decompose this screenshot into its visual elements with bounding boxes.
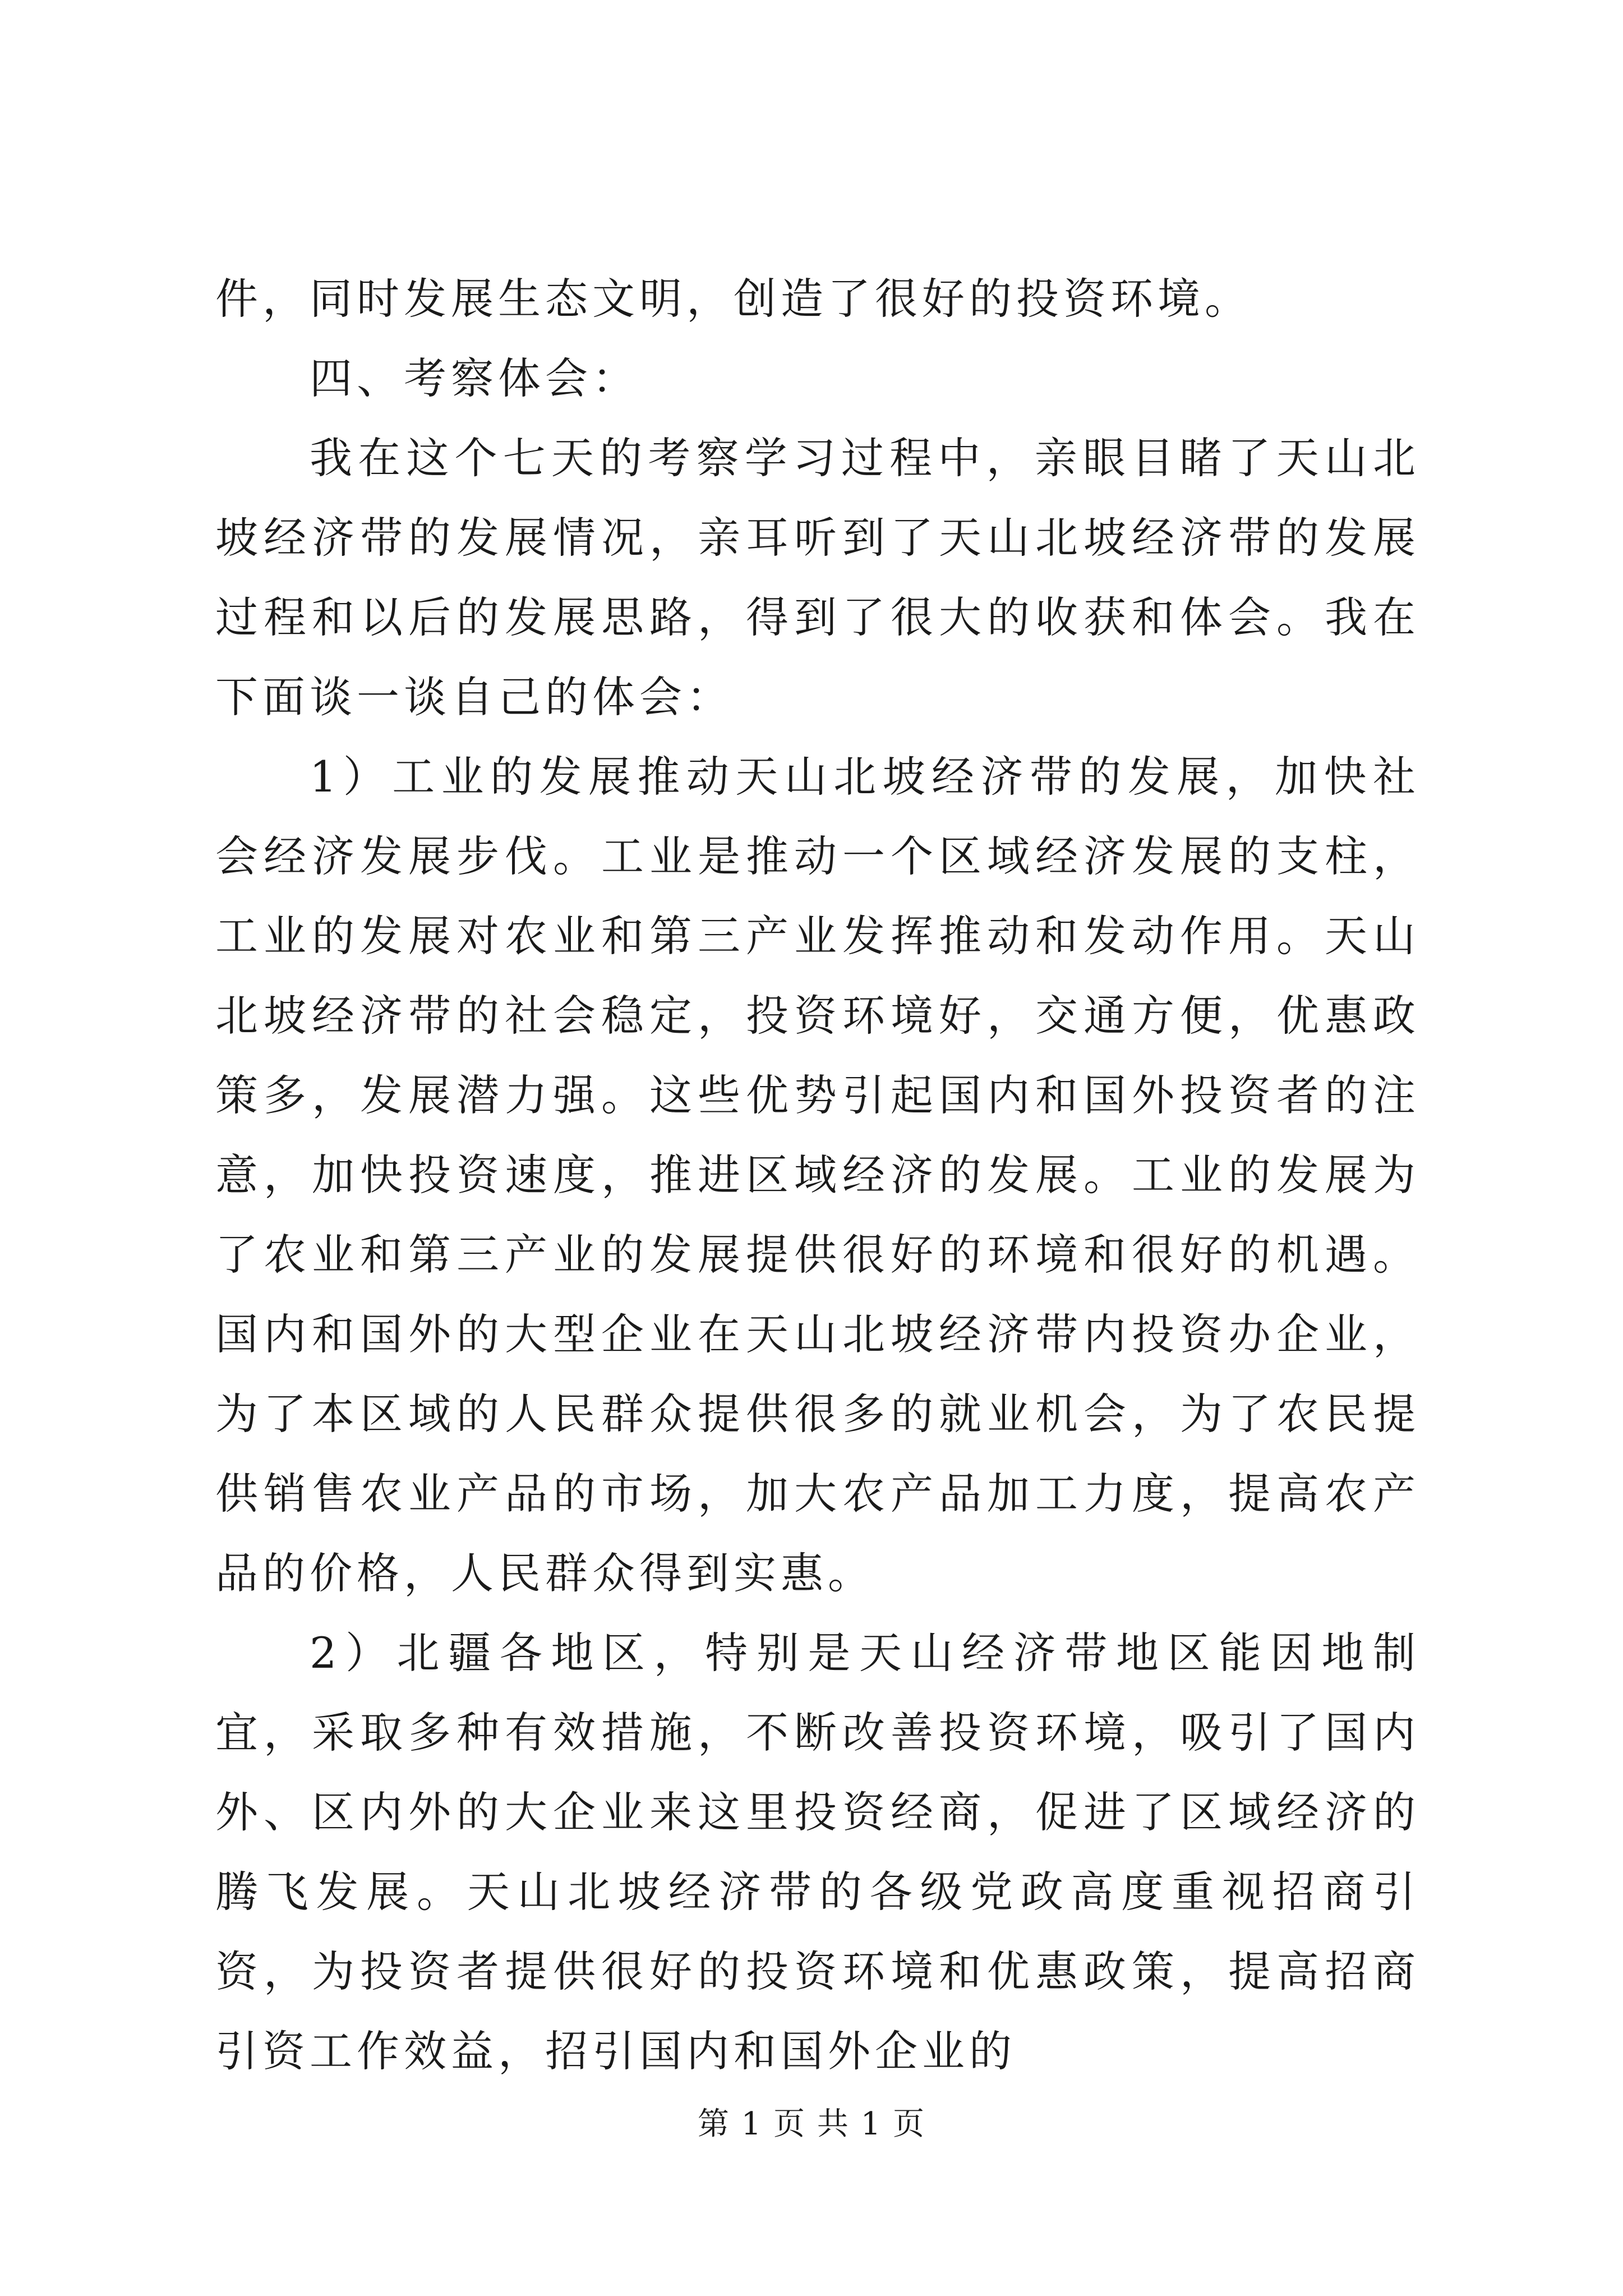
body-text [215, 259, 1420, 2091]
page-footer: 第 1 页 共 1 页 [697, 2106, 926, 2142]
paragraph-continuation: 件，同时发展生态文明，创造了很好的投资环境。 [215, 274, 1252, 324]
paragraph-intro: 我在这个七天的考察学习过程中，亲眼目睹了天山北坡经济带的发展情况，亲耳听到了天山北坡经济带的发展过程和以后的发展思路，得到了很大的收获和体会。我在下面谈一谈自己的体会： [215, 433, 1420, 722]
paragraph-point-2: 2）北疆各地区，特别是天山经济带地区能因地制宜，采取多种有效措施，不断改善投资环境，吸引了国内外、区内外的大企业来这里投资经商，促进了区域经济的腾飞发展。天山北坡经济带的各级党政高度重视招商引资，为投资者提供很好的投资环境和优惠政策，提高招商引资工作效益，招引国内和国外企业的 [215, 1628, 1420, 2076]
section-heading: 四、考察体会： [310, 353, 639, 403]
paragraph-point-1: 1）工业的发展推动天山北坡经济带的发展，加快社会经济发展步伐。工业是推动一个区域经济发展的支柱，工业的发展对农业和第三产业发挥推动和发动作用。天山北坡经济带的社会稳定，投资环境好，交通方便，优惠政策多，发展潜力强。这些优势引起国内和国外投资者的注意，加快投资速度，推进区域经济的发展。工业的发展为了农业和第三产业的发展提供很好的环境和很好的机遇。国内和国外的大型企业在天山北坡经济带内投资办企业，为了本区域的人民群众提供很多的就业机会，为了农民提供销售农业产品的市场，加大农产品加工力度，提高农产品的价格，人民群众得到实惠。 [215, 752, 1420, 1598]
